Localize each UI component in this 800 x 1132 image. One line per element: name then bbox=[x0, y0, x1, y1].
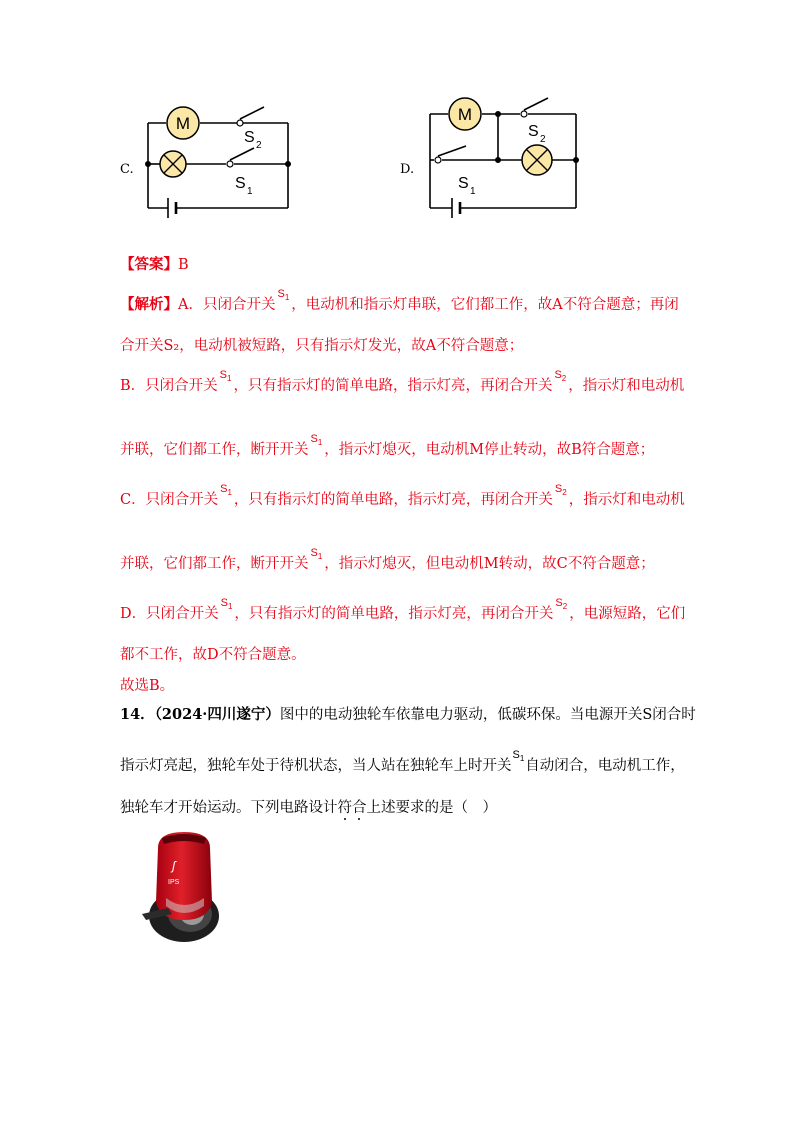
analysis-label: 【解析】 bbox=[120, 296, 178, 313]
s2-subscript: 2 bbox=[540, 134, 546, 145]
answer-line bbox=[120, 255, 189, 275]
s1-label: S bbox=[458, 175, 469, 192]
option-c-label: C. bbox=[120, 162, 134, 177]
motor-label: M bbox=[457, 105, 473, 124]
answer-label: 【答案】 bbox=[120, 256, 178, 273]
question-line-2: 指示灯亮起，独轮车处于待机状态，当人站在独轮车上时开关$^{S_1}$自动闭合，电动机工作， bbox=[120, 749, 685, 774]
s1-subscript: 1 bbox=[470, 186, 476, 197]
switch-symbol: S1 bbox=[219, 369, 232, 383]
answer-value: B bbox=[178, 257, 189, 273]
question-number: 14． bbox=[120, 706, 155, 723]
s2-subscript: 2 bbox=[256, 140, 262, 151]
brand-logo: IPS bbox=[168, 879, 180, 886]
analysis-line-c2: 并联，它们都工作，断开开关$^{S_1}$ ，指示灯熄灭，但电动机M转动，故C不符合题意； bbox=[120, 547, 655, 572]
question-line-1: 14．（2024·四川遂宁）图中的电动独轮车依靠电力驱动，低碳环保。当电源开关S闭合时 bbox=[120, 706, 696, 723]
conclusion: 故选B。 bbox=[120, 678, 175, 694]
analysis-line-a2: 合开关S₂，电动机被短路，只有指示灯发光，故A不符合题意； bbox=[120, 338, 524, 354]
analysis-line-d1: D．只闭合开关$^{S_1}$ ，只有指示灯的简单电路，指示灯亮，再闭合开关$^{S_2}$ ，电源短路，它们 bbox=[120, 597, 686, 622]
s2-label: S bbox=[528, 123, 539, 140]
question-line-3: 独轮车才开始运动。下列电路设计符合上述要求的是（ ） bbox=[120, 800, 497, 816]
s1-subscript: 1 bbox=[247, 186, 253, 197]
switch-symbol: S2 bbox=[554, 483, 567, 497]
motor-label: M bbox=[175, 114, 191, 133]
switch-symbol: S1 bbox=[220, 597, 233, 611]
analysis-line-c1: C．只闭合开关$^{S_1}$ ，只有指示灯的简单电路，指示灯亮，再闭合开关$^{S_2}$ ，指示灯和电动机 bbox=[120, 483, 685, 508]
question-source: （2024·四川遂宁） bbox=[154, 706, 280, 723]
circuit-diagram-c bbox=[140, 98, 300, 218]
analysis-line-b1: B．只闭合开关$^{S_1}$ ，只有指示灯的简单电路，指示灯亮，再闭合开关$^{S_2}$ ，指示灯和电动机 bbox=[120, 369, 685, 394]
svg-text:ʃ: ʃ bbox=[172, 859, 176, 873]
s2-label: S bbox=[244, 129, 255, 146]
option-d-label: D. bbox=[400, 162, 415, 177]
switch-symbol: S1 bbox=[310, 433, 323, 447]
switch-symbol: S1 bbox=[310, 547, 323, 561]
switch-symbol: S2 bbox=[555, 597, 568, 611]
switch-symbol: S2 bbox=[554, 369, 567, 383]
circuit-diagram-d bbox=[422, 96, 582, 220]
switch-symbol: S1 bbox=[512, 749, 525, 763]
analysis-line-d2: 都不工作，故D不符合题意。 bbox=[120, 647, 306, 663]
switch-symbol: S1 bbox=[220, 483, 232, 497]
electric-unicycle-image bbox=[138, 828, 230, 946]
analysis-line-a1: 【解析】A．只闭合开关$^{S_1}$ ，电动机和指示灯串联，它们都工作，故A不符合题意；再闭 bbox=[120, 288, 679, 313]
analysis-line-b2: 并联，它们都工作，断开开关$^{S_1}$ ，指示灯熄灭，电动机M停止转动，故B符合题意； bbox=[120, 433, 655, 458]
switch-symbol: S1 bbox=[277, 288, 290, 302]
s1-label: S bbox=[235, 175, 246, 192]
